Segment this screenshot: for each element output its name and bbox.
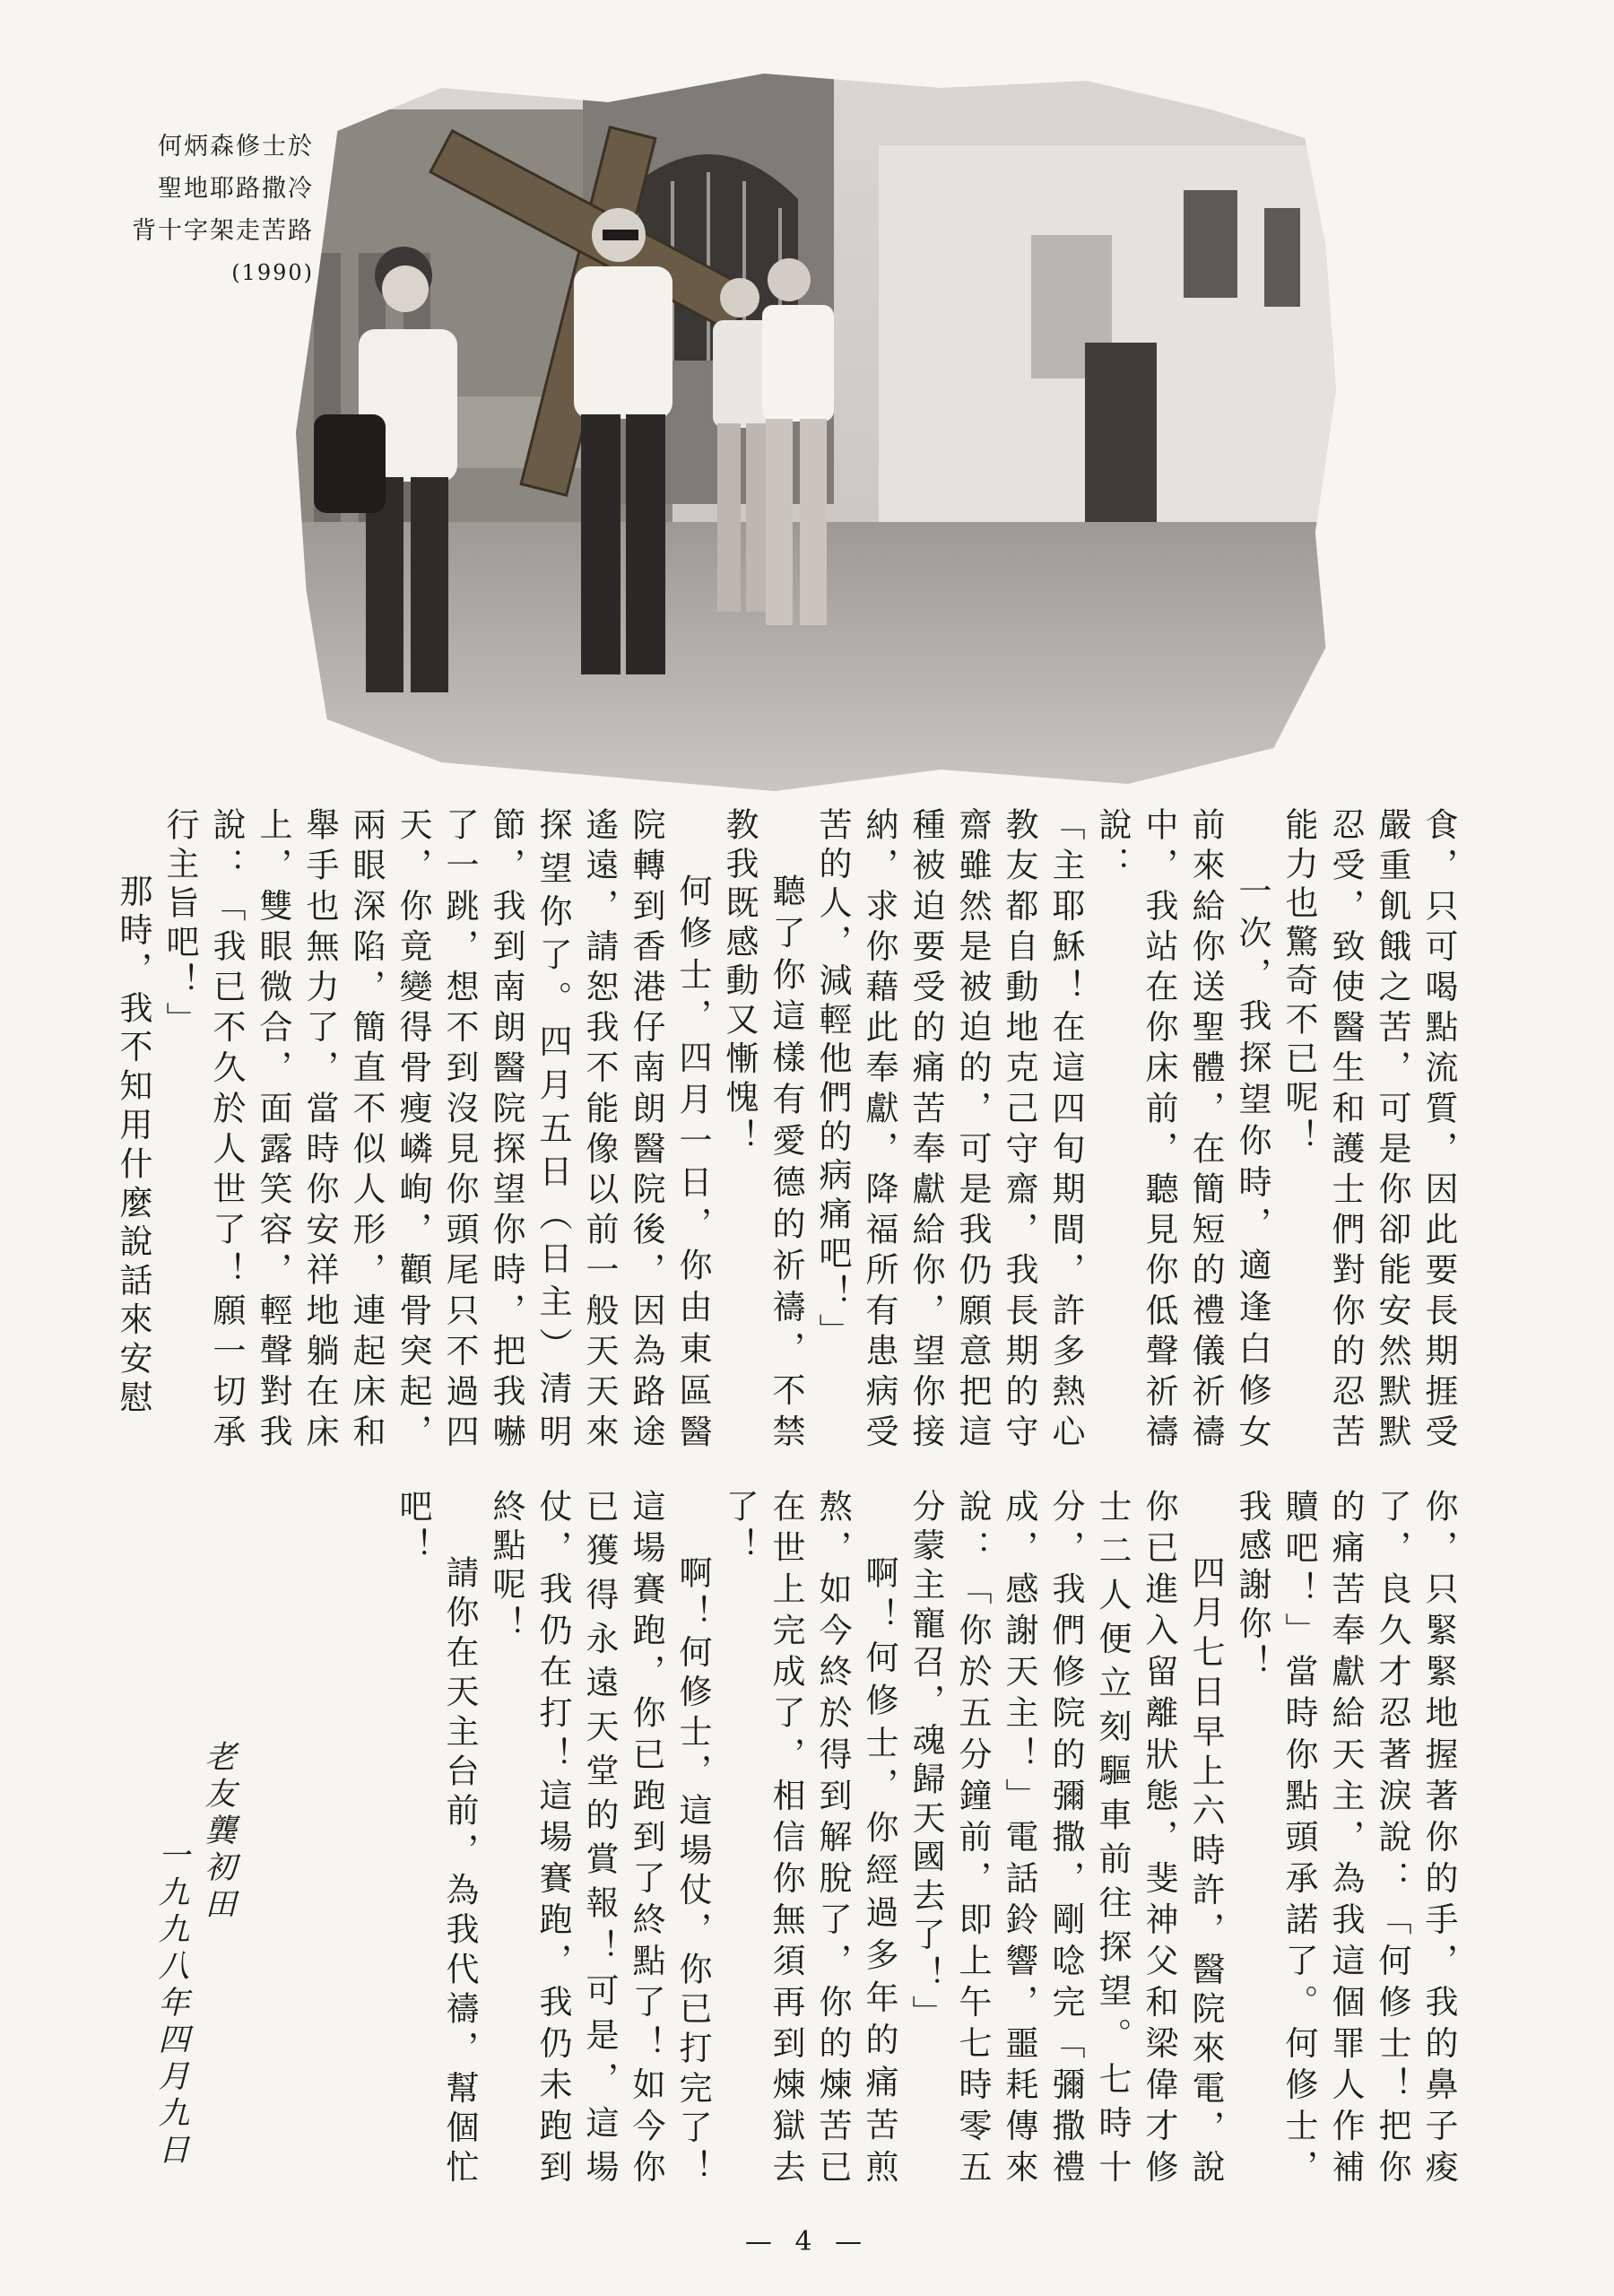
article-section-upper: [114, 807, 1462, 1453]
signature-name: 老友龔初田: [200, 1740, 236, 1924]
caption-line-1: 何炳森修士於: [158, 133, 314, 161]
caption-line-3: 背十字架走苦路: [132, 217, 314, 245]
article-section-lower: [197, 1489, 1462, 2188]
paragraph: 四月七日早上六時許，醫院來電，說你已進入留離狀態，斐神父和梁偉才修士二人便立刻驅車前往探望。七時十分，我們修院的彌撒，剛唸完「彌撒禮成，感謝天主！」電話鈴響，噩耗傳來說：「你於五分鐘前，即上午七時零五分蒙主寵召，魂歸天國去了！」: [907, 1489, 1225, 2188]
paragraph: 一次，我探望你時，適逢白修女前來給你送聖體，在簡短的禮儀祈禱中，我站在你床前，聽見你低聲祈禱說：: [1093, 807, 1271, 1453]
caption-line-2: 聖地耶路撒冷: [158, 175, 314, 203]
paragraph: 啊！何修士，這場仗，你已打完了！這場賽跑，你已跑到了終點了！如今你已獲得永遠天堂的賞報！可是，這場仗，我仍在打！這場賽跑，我仍未跑到終點呢！: [487, 1489, 712, 2188]
paragraph: 你，只緊緊地握著你的手，我的鼻子痠了，良久才忍著淚說：「何修士！把你的痛苦奉獻給天主，為我這個罪人作補贖吧！」當時你點頭承諾了。何修士，我感謝你！: [1233, 1489, 1458, 2188]
photo-illustration: [296, 74, 1336, 791]
caption-year: (1990): [231, 260, 314, 285]
paragraph: 啊！何修士，你經過多年的痛苦煎熬，如今終於得到解脫了，你的煉苦已在世上完成了，相信你無須再到煉獄去了！: [720, 1489, 898, 2188]
paragraph: 請你在天主台前，為我代禱，幫個忙吧！: [394, 1489, 479, 2188]
photo-caption: [108, 126, 314, 294]
paragraph: 何修士，四月一日，你由東區醫院轉到香港仔南朗醫院後，因為路途遙遠，請恕我不能像以前一般天天來探望你了。四月五日（日主）清明節，我到南朗醫院探望你時，把我嚇了一跳，想不到沒見你頭尾只不過四天，你竟變得骨瘦嶙峋，顴骨突起，兩眼深陷，簡直不似人形，連起床和舉手也無力了，當時你安祥地躺在床上，雙眼微合，面露笑容，輕聲對我說：「我已不久於人世了！願一切承行主旨吧！」: [161, 807, 712, 1453]
signature-date: 一九九八年四月九日: [153, 1839, 189, 2170]
paragraph: 食，只可喝點流質，因此要長期捱受嚴重飢餓之苦，可是你卻能安然默默忍受，致使醫生和護士們對你的忍苦能力也驚奇不已呢！: [1280, 807, 1458, 1453]
paragraph: 「主耶穌！在這四旬期間，許多熱心教友都自動地克己守齋，我長期的守齋雖然是被迫的，可是我仍願意把這種被迫要受的痛苦奉獻給你，望你接納，求你藉此奉獻，降福所有患病受苦的人，減輕他們的病痛吧！」: [813, 807, 1085, 1453]
paragraph: 那時，我不知用什麼說話來安慰: [114, 874, 152, 1419]
page-number: — 4 —: [744, 2226, 870, 2257]
paragraph: 聽了你這樣有愛德的祈禱，不禁教我既感動又慚愧！: [720, 807, 805, 1453]
photo-brother-carrying-cross: [296, 74, 1336, 791]
